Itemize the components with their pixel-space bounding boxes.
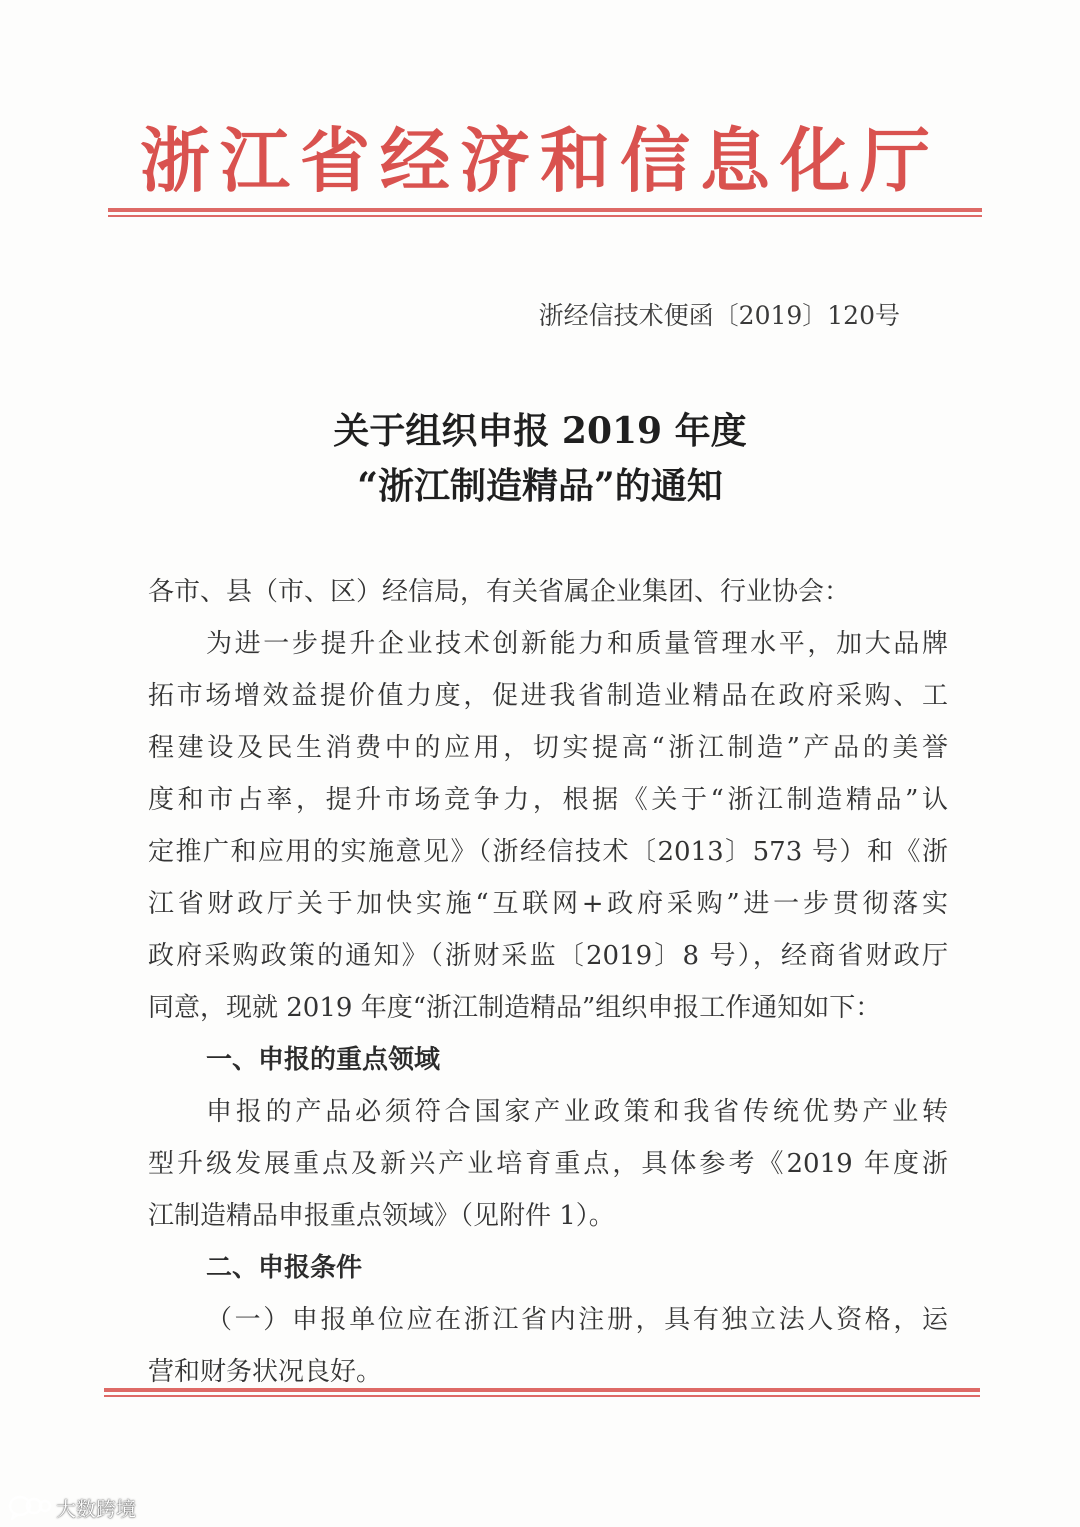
document-title-line-2: “浙江制造精品”的通知: [357, 465, 723, 507]
body-line: 拓市场增效益提价值力度，促进我省制造业精品在政府采购、工: [148, 681, 948, 711]
document-title-line-1: 关于组织申报 2019 年度: [333, 410, 747, 452]
section-heading: 二、申报条件: [206, 1253, 363, 1283]
organization-header: 浙江省经济和信息化厅: [140, 120, 940, 202]
body-line: 江制造精品申报重点领域》（见附件 1）。: [148, 1201, 615, 1231]
document-number: 浙经信技术便函〔2019〕120号: [538, 301, 900, 330]
body-line: 江省财政厅关于加快实施“互联网+政府采购”进一步贯彻落实: [148, 889, 948, 919]
body-line: 为进一步提升企业技术创新能力和质量管理水平，加大品牌: [206, 629, 948, 659]
section-heading: 一、申报的重点领域: [206, 1045, 441, 1075]
body-line: 度和市占率，提升市场竞争力，根据《关于“浙江制造精品”认: [148, 785, 948, 815]
body-line: 政府采购政策的通知》（浙财采监〔2019〕8 号），经商省财政厅: [148, 941, 948, 971]
body-line: 各市、县（市、区）经信局，有关省属企业集团、行业协会：: [148, 577, 851, 607]
body-line: （一）申报单位应在浙江省内注册，具有独立法人资格，运: [206, 1305, 948, 1335]
body-line: 型升级发展重点及新兴产业培育重点，具体参考《2019 年度浙: [148, 1149, 948, 1179]
body-line: 程建设及民生消费中的应用，切实提高“浙江制造”产品的美誉: [148, 733, 948, 763]
header-divider: [108, 208, 982, 217]
speech-bubble-icon: [8, 1494, 52, 1520]
body-line: 营和财务状况良好。: [148, 1357, 383, 1387]
watermark: [8, 1492, 136, 1522]
footer-divider: [104, 1388, 980, 1397]
body-line: 定推广和应用的实施意见》（浙经信技术〔2013〕573 号）和《浙: [148, 837, 948, 867]
body-line: 申报的产品必须符合国家产业政策和我省传统优势产业转: [206, 1097, 948, 1127]
document-body: [148, 566, 948, 1398]
body-line: 同意，现就 2019 年度“浙江制造精品”组织申报工作通知如下：: [148, 993, 882, 1023]
watermark-text: 大数跨境: [56, 1496, 136, 1521]
